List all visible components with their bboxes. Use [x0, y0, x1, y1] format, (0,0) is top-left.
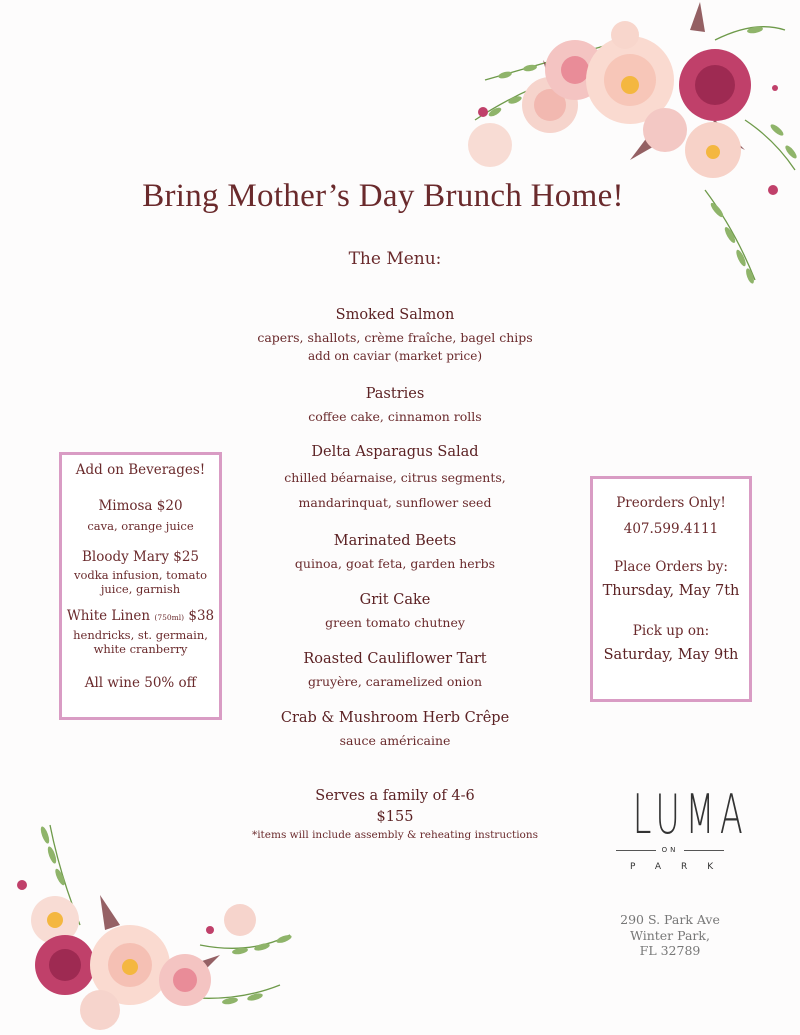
- menu-item: [230, 386, 560, 426]
- floral-bouquet-bottom-left: [0, 815, 300, 1035]
- beverage-price: $38: [184, 608, 215, 625]
- floral-bouquet-top-right: [455, 0, 800, 290]
- menu-item-desc: add on caviar (market price): [307, 349, 483, 364]
- wine-offer: All wine 50% off: [84, 674, 197, 691]
- address: [600, 912, 740, 959]
- menu-item-desc: mandarinquat, sunflower seed: [298, 495, 492, 510]
- menu-item-desc: gruyère, caramelized onion: [307, 674, 483, 689]
- instructions-note: *items will include assembly & reheating instructions: [251, 829, 539, 841]
- logo-on-text: ON: [661, 846, 679, 854]
- menu-item-name: Smoked Salmon: [335, 307, 455, 323]
- beverage-desc: hendricks, st. germain,: [73, 628, 208, 643]
- menu-item-desc: capers, shallots, crème fraîche, bagel chips: [257, 330, 533, 345]
- place-orders-label: Place Orders by:: [614, 559, 728, 575]
- beverage-name-text: White Linen: [66, 608, 155, 625]
- beverage-desc: juice, garnish: [100, 581, 181, 596]
- address-line: 290 S. Park Ave: [620, 912, 720, 927]
- menu-item-desc: quinoa, goat feta, garden herbs: [294, 556, 496, 571]
- pickup-label: Pick up on:: [632, 623, 710, 639]
- place-orders-date: Thursday, May 7th: [602, 583, 740, 599]
- price: $155: [376, 809, 414, 825]
- logo-park-text: PARK: [630, 862, 734, 872]
- beverage-name: Bloody Mary $25: [81, 548, 200, 565]
- address-line: FL 32789: [639, 943, 701, 959]
- beverage-name: [62, 608, 219, 624]
- menu-item-name: Crab & Mushroom Herb Crêpe: [280, 710, 510, 726]
- phone-number: 407.599.4111: [623, 521, 719, 537]
- menu-item: [230, 533, 560, 573]
- bottle-size: (750ml): [154, 613, 185, 623]
- logo-luma-text: LUMA: [632, 783, 749, 846]
- menu-item-desc: green tomato chutney: [325, 615, 465, 630]
- beverage-desc: vodka infusion, tomato: [73, 567, 208, 582]
- luma-logo: [610, 783, 749, 872]
- menu-heading: The Menu:: [348, 249, 442, 269]
- menu-item: [230, 651, 560, 691]
- menu-item-name: Roasted Cauliflower Tart: [303, 651, 487, 667]
- pickup-date: Saturday, May 9th: [603, 647, 739, 663]
- beverage-desc: cava, orange juice: [87, 519, 194, 533]
- preorders-text: Preorders Only!: [616, 495, 726, 511]
- menu-item: [230, 307, 560, 366]
- menu-item-name: Grit Cake: [359, 592, 431, 608]
- menu-item-name: Marinated Beets: [333, 533, 457, 549]
- serves-block: [240, 788, 550, 841]
- menu-item-desc: chilled béarnaise, citrus segments,: [284, 470, 506, 485]
- menu-item-name: Pastries: [365, 386, 425, 402]
- beverages-box: [59, 452, 222, 720]
- menu-item-desc: coffee cake, cinnamon rolls: [308, 409, 482, 424]
- beverage-name: Mimosa $20: [98, 498, 183, 514]
- beverage-desc: white cranberry: [93, 642, 188, 657]
- page-title: Bring Mother’s Day Brunch Home!: [142, 178, 624, 214]
- menu-item-desc: sauce américaine: [339, 733, 451, 748]
- menu-item-name: Delta Asparagus Salad: [311, 444, 479, 460]
- beverages-heading: Add on Beverages!: [75, 462, 206, 478]
- logo-divider: [684, 850, 724, 851]
- logo-divider: [616, 850, 656, 851]
- address-line: Winter Park,: [630, 927, 710, 943]
- serves-text: Serves a family of 4-6: [315, 788, 475, 804]
- menu-item: [230, 444, 560, 515]
- orders-box: [590, 476, 752, 702]
- menu-item: [230, 710, 560, 750]
- menu-item: [230, 592, 560, 632]
